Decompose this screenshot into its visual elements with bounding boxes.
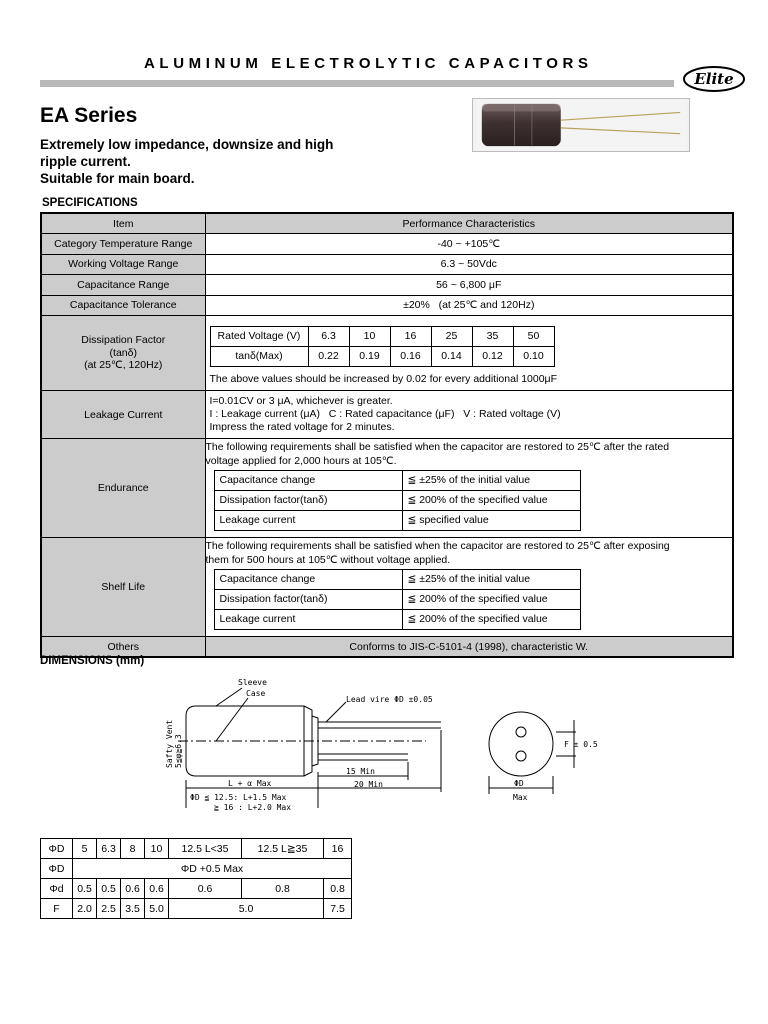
case-label: Case — [246, 689, 266, 698]
table-row — [41, 879, 352, 899]
table-cell: 0.14 — [431, 346, 472, 366]
table-cell: Leakage current — [214, 511, 402, 531]
table-row — [41, 859, 352, 879]
table-cell: 0.5 — [97, 879, 121, 899]
label-line: (tanδ) — [109, 346, 137, 359]
table-cell: 7.5 — [324, 899, 352, 919]
table-cell: 3.5 — [121, 899, 145, 919]
diameter-max-label: Max — [513, 793, 528, 802]
table-cell: 2.5 — [97, 899, 121, 919]
length-label: L + α Max — [228, 779, 272, 788]
lead-20-label: 20 Min — [354, 780, 383, 789]
lead-15-label: 15 Min — [346, 767, 375, 776]
row-label: Working Voltage Range — [41, 254, 205, 275]
table-row — [41, 254, 733, 275]
lead-wire-label: Lead vire ΦD ±0.05 — [346, 695, 433, 704]
table-cell: ≦ 200% of the specified value — [402, 590, 580, 610]
logo-text: Elite — [694, 70, 734, 88]
elite-logo — [682, 64, 746, 94]
table-cell: Rated Voltage (V) — [210, 326, 308, 346]
tagline-line: Suitable for main board. — [40, 171, 195, 186]
row-value: 6.3 ~ 50Vdc — [205, 254, 733, 275]
table-cell: 2.0 — [73, 899, 97, 919]
table-cell: 0.6 — [169, 879, 242, 899]
table-cell: 5.0 — [145, 899, 169, 919]
table-cell: 12.5 L≧35 — [242, 839, 324, 859]
header-rule — [40, 80, 674, 87]
row-value: 56 ~ 6,800 μF — [205, 275, 733, 296]
table-cell: ≦ ±25% of the initial value — [402, 471, 580, 491]
table-cell: 16 — [390, 326, 431, 346]
table-row — [214, 610, 580, 630]
leakage-line: I=0.01CV or 3 μA, whichever is greater. — [209, 394, 393, 407]
table-cell: 25 — [431, 326, 472, 346]
tagline — [40, 136, 400, 187]
table-row — [214, 570, 580, 590]
specifications-table — [40, 212, 734, 658]
table-cell: Capacitance change — [214, 570, 402, 590]
pitch-label: F ± 0.5 — [564, 740, 598, 749]
table-cell: Dissipation factor(tanδ) — [214, 590, 402, 610]
table-cell: 8 — [121, 839, 145, 859]
table-row — [41, 899, 352, 919]
dimensions-heading: DIMENSIONS (mm) — [40, 655, 145, 667]
row-label: Endurance — [41, 439, 205, 538]
requirement-text: The following requirements shall be satisfied when the capacitor are restored to 25℃ after exposing — [205, 540, 670, 552]
table-cell: 16 — [324, 839, 352, 859]
table-row — [41, 391, 733, 439]
length-condition-1: ΦD ≦ 12.5: L+1.5 Max — [190, 793, 287, 802]
requirement-text: voltage applied for 2,000 hours at 105℃. — [205, 454, 397, 467]
table-cell: 5 — [73, 839, 97, 859]
table-row — [41, 538, 733, 637]
requirement-text: The following requirements shall be satisfied when the capacitor are restored to 25℃ after the rated — [205, 441, 670, 453]
table-cell: tanδ(Max) — [210, 346, 308, 366]
table-row — [41, 316, 733, 391]
dissipation-table — [210, 326, 555, 367]
table-cell: Φd — [41, 879, 73, 899]
table-cell: 50 — [513, 326, 554, 346]
table-cell: ≦ 200% of the specified value — [402, 491, 580, 511]
table-cell: 0.22 — [308, 346, 349, 366]
table-row — [210, 326, 554, 346]
tagline-line: Extremely low impedance, downsize and high — [40, 137, 334, 152]
table-cell: 6.3 — [308, 326, 349, 346]
table-cell: 0.5 — [73, 879, 97, 899]
safety-vent-range: 5≦φ≧6.3 — [174, 734, 183, 768]
row-label: Shelf Life — [41, 538, 205, 637]
table-cell: 0.12 — [472, 346, 513, 366]
table-cell: 6.3 — [97, 839, 121, 859]
table-cell: ΦD +0.5 Max — [73, 859, 352, 879]
table-cell: Leakage current — [214, 610, 402, 630]
row-label: Others — [41, 637, 205, 658]
table-row — [214, 511, 580, 531]
table-cell: 12.5 L<35 — [169, 839, 242, 859]
sleeve-label: Sleeve — [238, 678, 267, 687]
table-cell: 5.0 — [169, 899, 324, 919]
dimension-drawing — [165, 676, 606, 826]
table-cell: ≦ specified value — [402, 511, 580, 531]
row-label-dissipation — [41, 316, 205, 391]
table-cell: Dissipation factor(tanδ) — [214, 491, 402, 511]
table-cell: 10 — [349, 326, 390, 346]
row-value: ±20% (at 25℃ and 120Hz) — [205, 295, 733, 316]
leakage-line: I : Leakage current (μA) C : Rated capacitance (μF) V : Rated voltage (V) — [209, 407, 561, 420]
table-cell: 0.16 — [390, 346, 431, 366]
table-cell: 0.8 — [324, 879, 352, 899]
label-line: (at 25℃, 120Hz) — [84, 359, 163, 372]
row-label: Capacitance Range — [41, 275, 205, 296]
table-cell: 0.8 — [242, 879, 324, 899]
col-header-item: Item — [41, 213, 205, 234]
table-cell: ΦD — [41, 859, 73, 879]
table-row — [214, 590, 580, 610]
row-label: Capacitance Tolerance — [41, 295, 205, 316]
capacitor-photo — [472, 98, 690, 152]
table-cell: 10 — [145, 839, 169, 859]
table-row — [210, 346, 554, 366]
table-row — [41, 275, 733, 296]
table-row — [214, 491, 580, 511]
endurance-table — [214, 470, 581, 531]
table-row — [214, 471, 580, 491]
table-cell: ΦD — [41, 839, 73, 859]
row-label: Leakage Current — [41, 391, 205, 439]
leakage-line: Impress the rated voltage for 2 minutes. — [209, 420, 395, 433]
col-header-performance: Performance Characteristics — [205, 213, 733, 234]
specifications-heading: SPECIFICATIONS — [42, 197, 138, 209]
label-line: Dissipation Factor — [81, 334, 166, 347]
row-label: Category Temperature Range — [41, 234, 205, 255]
table-row — [41, 213, 733, 234]
row-value: -40 ~ +105℃ — [205, 234, 733, 255]
table-row — [41, 234, 733, 255]
table-row — [41, 295, 733, 316]
table-cell: Capacitance change — [214, 471, 402, 491]
leakage-cell — [205, 391, 733, 439]
table-cell: 0.6 — [121, 879, 145, 899]
table-cell: 0.10 — [513, 346, 554, 366]
table-row — [41, 839, 352, 859]
table-row — [41, 439, 733, 538]
length-condition-2: ≧ 16 : L+2.0 Max — [214, 803, 292, 812]
shelf-life-cell — [205, 538, 733, 637]
endurance-cell — [205, 439, 733, 538]
series-title: EA Series — [40, 104, 138, 127]
table-cell: ≦ ±25% of the initial value — [402, 570, 580, 590]
safety-vent-label: Safty Vent — [165, 719, 174, 768]
table-cell: ≦ 200% of the specified value — [402, 610, 580, 630]
dissipation-note: The above values should be increased by 0.02 for every additional 1000μF — [209, 372, 558, 385]
table-cell: F — [41, 899, 73, 919]
table-cell: 35 — [472, 326, 513, 346]
tagline-line: ripple current. — [40, 154, 131, 169]
document-title: ALUMINUM ELECTROLYTIC CAPACITORS — [144, 55, 593, 72]
requirement-text: them for 500 hours at 105℃ without voltage applied. — [205, 553, 451, 566]
row-value: Conforms to JIS-C-5101-4 (1998), characteristic W. — [205, 637, 733, 658]
shelf-life-table — [214, 569, 581, 630]
table-cell: 0.6 — [145, 879, 169, 899]
table-row — [41, 637, 733, 658]
diameter-label: ΦD — [514, 779, 524, 788]
dimensions-table — [40, 838, 352, 919]
dissipation-cell — [205, 316, 733, 391]
table-cell: 0.19 — [349, 346, 390, 366]
